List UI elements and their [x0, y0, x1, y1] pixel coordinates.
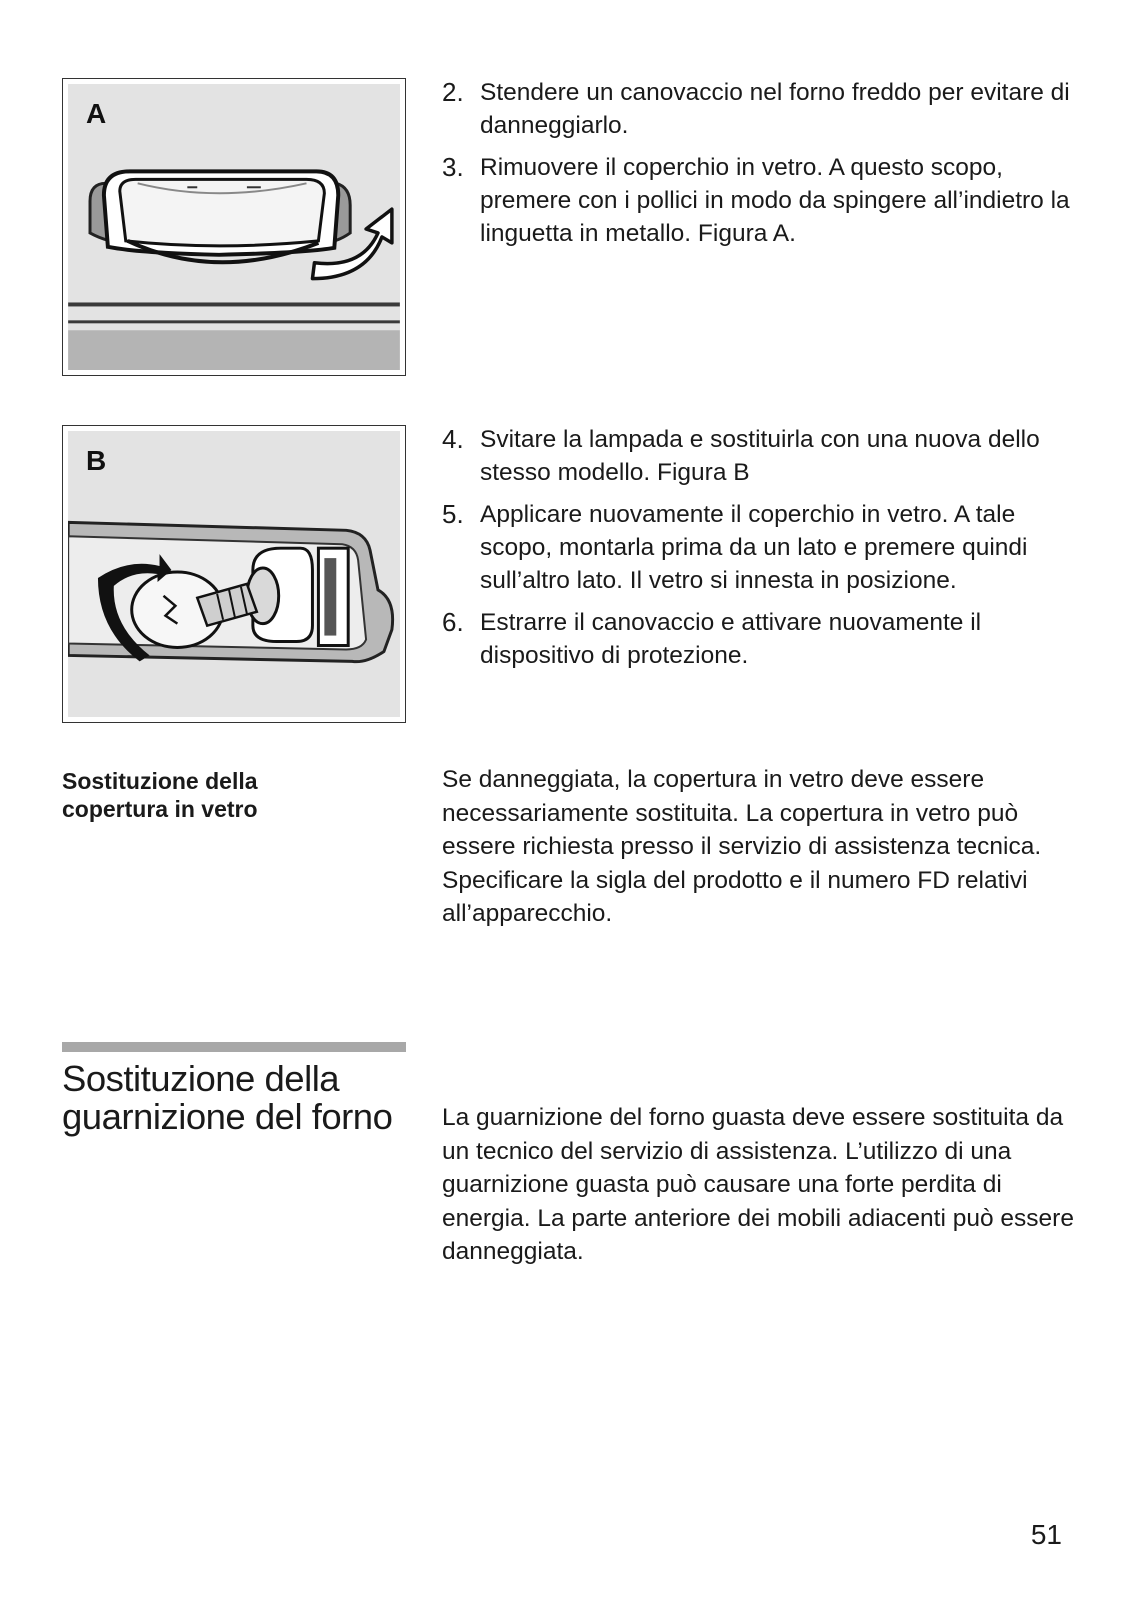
step-number: 3.	[442, 152, 464, 182]
step-number: 5.	[442, 499, 464, 529]
figure-a	[62, 78, 406, 376]
instruction-steps-group-2	[442, 423, 1082, 681]
bulb-replacement-illustration-icon	[68, 431, 400, 717]
step-text: Rimuovere il coperchio in vetro. A questo scopo, premere con i pollici in modo da spingere all’indietro la linguetta in metallo. Figura A.	[480, 154, 1070, 247]
gasket-paragraph: La guarnizione del forno guasta deve essere sostituita da un tecnico del servizio di assistenza. L’utilizzo di una guarnizione guasta può causare una forte perdita di energia. La parte anteriore dei mobili adiacenti può essere danneggiata.	[442, 1104, 1074, 1265]
step-text: Stendere un canovaccio nel forno freddo per evitare di danneggiarlo.	[480, 79, 1070, 139]
step-number: 6.	[442, 607, 464, 637]
page-number: 51	[1030, 1519, 1062, 1550]
glass-cover-heading: Sostituzione della copertura in vetro	[62, 768, 258, 822]
step-text: Applicare nuovamente il coperchio in vetro. A tale scopo, montarla prima da un lato e premere quindi sull’altro lato. Il vetro si innesta in posizione.	[480, 501, 1028, 594]
step-text: Svitare la lampada e sostituirla con una nuova dello stesso modello. Figura B	[480, 426, 1040, 486]
step-item	[442, 76, 1082, 142]
figure-b-canvas	[68, 431, 400, 717]
step-text: Estrarre il canovaccio e attivare nuovamente il dispositivo di protezione.	[480, 609, 982, 669]
figure-b	[62, 425, 406, 723]
figure-a-label: A	[86, 98, 107, 129]
section-divider	[62, 1042, 406, 1052]
step-item	[442, 606, 1082, 672]
gasket-section-title: Sostituzione della guarnizione del forno	[62, 1058, 393, 1137]
step-item	[442, 423, 1082, 489]
glass-cover-paragraph: Se danneggiata, la copertura in vetro deve essere necessariamente sostituita. La copertura in vetro può essere richiesta presso il servizio di assistenza tecnica. Specificare la sigla del prodotto e il numero FD relativi all’apparecchio.	[442, 766, 1042, 927]
step-item	[442, 498, 1082, 597]
glass-cover-removal-illustration-icon	[68, 84, 400, 370]
figure-b-label: B	[86, 445, 107, 476]
figure-a-canvas	[68, 84, 400, 370]
step-number: 4.	[442, 424, 464, 454]
instruction-steps-group-1	[442, 76, 1082, 259]
step-item	[442, 151, 1082, 250]
step-number: 2.	[442, 77, 464, 107]
